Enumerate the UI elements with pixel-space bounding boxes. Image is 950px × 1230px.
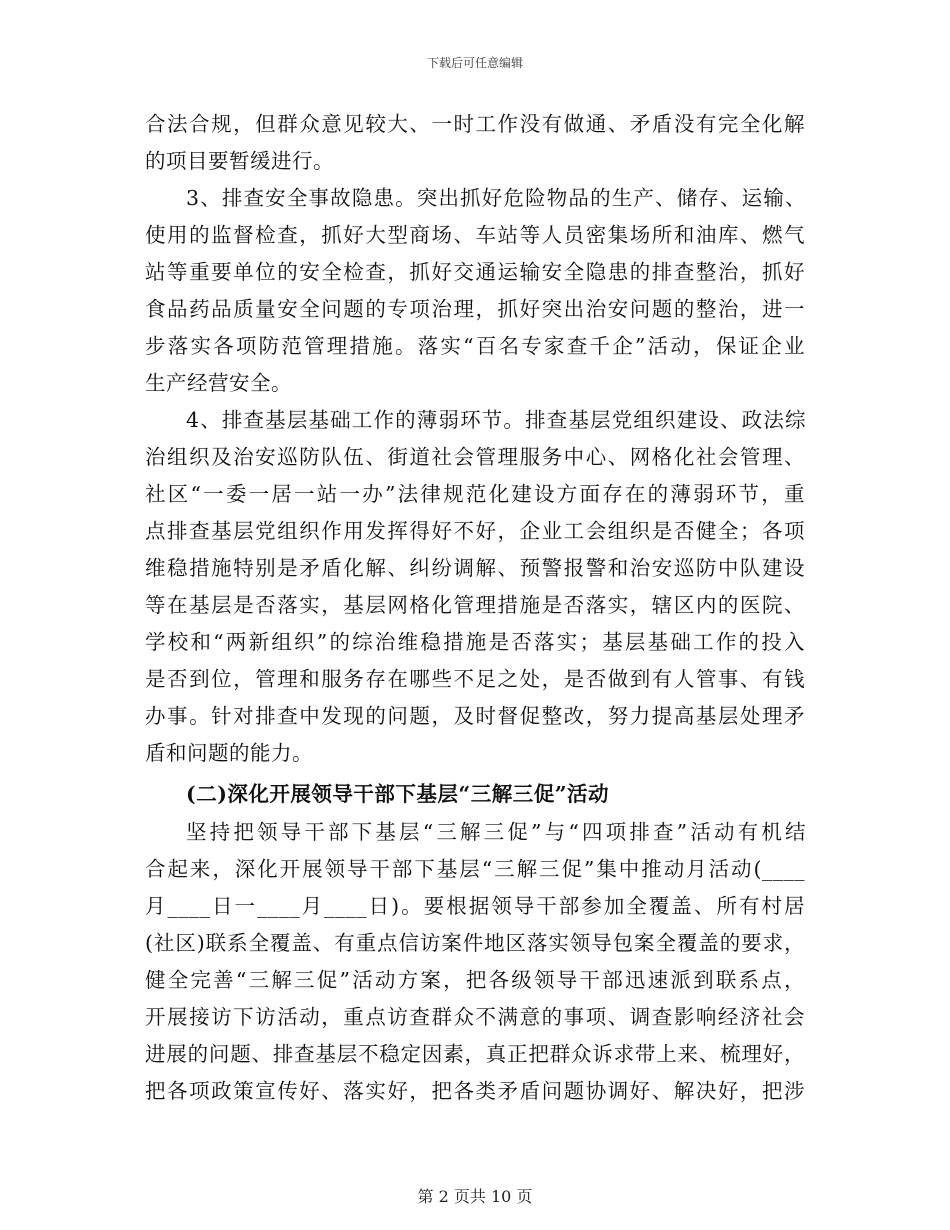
- text-line: 盾和问题的能力。: [145, 741, 313, 765]
- text-line: 使用的监督检查，抓好大型商场、车站等人员密集场所和油库、燃气: [145, 223, 805, 247]
- text-line: 点排查基层党组织作用发挥得好不好，企业工会组织是否健全；各项: [145, 519, 805, 543]
- text-line: 食品药品质量安全问题的专项治理，抓好突出治安问题的整治，进一: [145, 297, 805, 321]
- header-note: 下载后可任意编辑: [426, 56, 523, 70]
- text-line: 合法合规，但群众意见较大、一时工作没有做通、矛盾没有完全化解: [145, 112, 805, 136]
- text-line: 步落实各项防范管理措施。落实“百名专家查千企”活动，保证企业: [145, 334, 805, 358]
- text-line: 的项目要暂缓进行。: [145, 149, 334, 173]
- paragraph-first-line: 坚持把领导干部下基层“三解三促”与“四项排查”活动有机结: [186, 820, 806, 844]
- text-line: 健全完善“三解三促”活动方案，把各级领导干部迅速派到联系点，: [145, 968, 805, 992]
- text-line: (社区)联系全覆盖、有重点信访案件地区落实领导包案全覆盖的要求，: [145, 931, 805, 955]
- text-line: 学校和“两新组织”的综治维稳措施是否落实；基层基础工作的投入: [145, 630, 805, 654]
- text-line: 维稳措施特别是矛盾化解、纠纷调解、预警报警和治安巡防中队建设: [145, 556, 805, 580]
- text-line: 进展的问题、排查基层不稳定因素，真正把群众诉求带上来、梳理好，: [145, 1042, 805, 1066]
- text-line: 合起来，深化开展领导干部下基层“三解三促”集中推动月活动(____: [145, 857, 805, 881]
- text-line: 生产经营安全。: [145, 371, 292, 395]
- text-line: 把各项政策宣传好、落实好，把各类矛盾问题协调好、解决好，把涉: [145, 1079, 805, 1103]
- text-line: 开展接访下访活动，重点访查群众不满意的事项、调查影响经济社会: [145, 1005, 805, 1029]
- text-line: 站等重要单位的安全检查，抓好交通运输安全隐患的排查整治，抓好: [145, 260, 805, 284]
- section-3-first-line: 3、排查安全事故隐患。突出抓好危险物品的生产、储存、运输、: [186, 186, 806, 210]
- text-line: 等在基层是否落实，基层网格化管理措施是否落实，辖区内的医院、: [145, 593, 805, 617]
- text-line: 办事。针对排查中发现的问题，及时督促整改，努力提高基层处理矛: [145, 704, 805, 728]
- section-4-first-line: 4、排查基层基础工作的薄弱环节。排查基层党组织建设、政法综: [186, 408, 806, 432]
- page-number: 第 2 页共 10 页: [417, 1187, 533, 1206]
- text-line: 月____日一____月____日)。要根据领导干部参加全覆盖、所有村居: [145, 894, 805, 918]
- text-line: 社区“一委一居一站一办”法律规范化建设方面存在的薄弱环节，重: [145, 482, 805, 506]
- text-line: 是否到位，管理和服务存在哪些不足之处，是否做到有人管事、有钱: [145, 667, 805, 691]
- section-heading: (二)深化开展领导干部下基层“三解三促”活动: [186, 782, 609, 806]
- text-line: 治组织及治安巡防队伍、街道社会管理服务中心、网格化社会管理、: [145, 445, 805, 469]
